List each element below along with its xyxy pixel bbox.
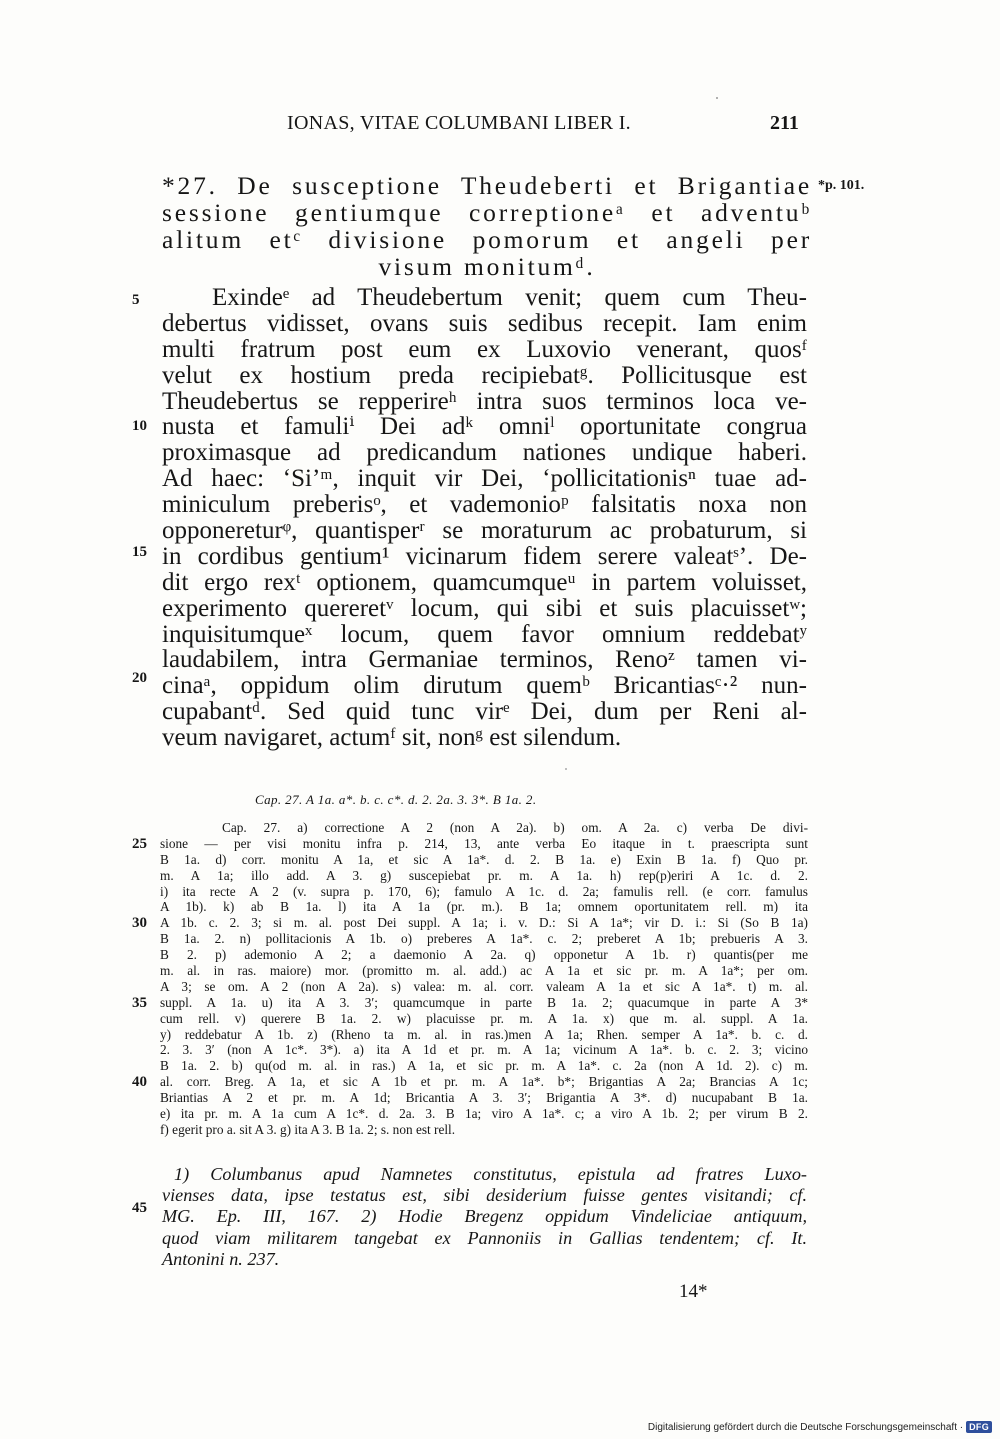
margin-page-reference: *p. 101. bbox=[818, 178, 865, 193]
text-line: Theudebertus se repperireʰ intra suos terminos loca ve- bbox=[162, 387, 807, 415]
running-header bbox=[0, 112, 1000, 142]
text-line: miniculum preberisᵒ, et vademonioᵖ falsitatis noxa non bbox=[162, 491, 807, 519]
apparatus-line: B 1a. 2. b) qu(od m. al. in ras.) A 1a, et sic pr. m. A 1a*. c. 2a (non A 1d. 2). c) m. bbox=[160, 1058, 808, 1074]
apparatus-line: f) egerit pro a. sit A 3. g) ita A 3. B 1a. 2; s. non est rell. bbox=[160, 1121, 456, 1137]
apparatus-line: B 1a. 2. n) pollitacionis A 1b. o) preberes A 1a*. c. 2; preberet A 1b; prebueris A 3. bbox=[160, 931, 808, 947]
text-line: laudabilem, intra Germaniae terminos, Renoᶻ tamen vi- bbox=[162, 646, 807, 674]
running-title: IONAS, VITAE COLUMBANI LIBER I. bbox=[287, 112, 631, 134]
chapter-heading-line: visum monitumᵈ. bbox=[378, 252, 596, 281]
text-line: cinaᵃ, oppidum olim dirutum quemᵇ Bricantiasᶜ·² nun- bbox=[162, 672, 807, 700]
text-line: inquisitumqueˣ locum, quem favor omnium reddebatʸ bbox=[162, 620, 807, 648]
main-text bbox=[162, 285, 807, 751]
line-number: 20 bbox=[132, 670, 147, 686]
signature-mark: 14* bbox=[679, 1281, 708, 1302]
text-line: Ad haec: ‘Si’ᵐ, inquit vir Dei, ‘pollicitationisⁿ tuae ad- bbox=[162, 465, 807, 493]
apparatus-line: m. A 1a; illo add. A 3. g) suscepiebat pr. m. A 1a. h) rep(p)eriri A 1c. d. 2. bbox=[160, 867, 808, 883]
apparatus-line: 2. 3. 3′ (non A 1c*. 3*). a) ita A 1d et pr. m. A 1a; vicinum A 1a*. b. c. 2. 3; vicino bbox=[160, 1042, 808, 1058]
speck bbox=[716, 97, 718, 99]
text-line: experimento quereretᵛ locum, qui sibi et suis placuissetʷ; bbox=[162, 594, 807, 622]
text-line: multi fratrum post eum ex Luxovio venerant, quosᶠ bbox=[162, 335, 807, 363]
text-line: nusta et famuliⁱ Dei adᵏ omniˡ oportunitate congrua bbox=[162, 413, 807, 441]
text-line: cupabantᵈ. Sed quid tunc virᵉ Dei, dum per Reni al- bbox=[162, 698, 807, 726]
apparatus-line: m. al. in ras. maiore) mor. (promitto m. al. add.) ac A 1a et sic pr. m. A 1a*; per om. bbox=[160, 963, 808, 979]
apparatus-line: sione — per visi monitu infra p. 214, 13, ante verba Eo itaque in t. praescripta sunt bbox=[160, 835, 808, 851]
page-number: 211 bbox=[770, 112, 799, 134]
line-number: 45 bbox=[132, 1200, 147, 1216]
text-line: opponereturᵠ, quantisperʳ se moraturum ac probaturum, si bbox=[162, 517, 807, 545]
footnote-line: quod viam militarem tangebat ex Pannoniis in Gallias tendentem; cf. It. bbox=[162, 1227, 807, 1248]
line-number: 25 bbox=[132, 836, 147, 852]
chapter-heading-line: *27. De susceptione Theudeberti et Brigantiae bbox=[162, 171, 812, 200]
text-line: proximasque ad predicandum nationes undique haberi. bbox=[162, 439, 807, 467]
line-number: 30 bbox=[132, 915, 147, 931]
manuscript-sigla-line: Cap. 27. A 1a. a*. b. c. c*. d. 2. 2a. 3. 3*. B 1a. 2. bbox=[255, 792, 537, 807]
apparatus-line: Briantias A 2 et pr. m. A 1d; Bricantia A 3. 3′; Brigantia A 3*. d) nucupabant B 1a. bbox=[160, 1090, 808, 1106]
text-line: debertus vidisset, ovans suis sedibus recepit. Iam enim bbox=[162, 309, 807, 337]
apparatus-line: e) ita pr. m. A 1a cum A 1c*. d. 2a. 3. B 1a; viro A 1a*. c; a viro A 1b. 2; per virum B 2. bbox=[160, 1106, 808, 1122]
text-line: veum navigaret, actumᶠ sit, nonᵍ est silendum. bbox=[162, 724, 622, 752]
apparatus-line: B 1a. d) corr. monitu A 1a, et sic A 1a*. d. 2. B 1a. e) Exin B 1a. f) Quo pr. bbox=[160, 851, 808, 867]
line-number: 10 bbox=[132, 418, 147, 434]
apparatus-line: Cap. 27. a) correctione A 2 (non A 2a). b) om. A 2a. c) verba De divi- bbox=[222, 820, 808, 835]
text-line: in cordibus gentium¹ vicinarum fidem serere valeatˢ’. De- bbox=[162, 542, 807, 570]
line-number: 40 bbox=[132, 1074, 147, 1090]
dfg-logo: DFG bbox=[966, 1421, 992, 1433]
line-number: 35 bbox=[132, 995, 147, 1011]
footer-text: Digitalisierung gefördert durch die Deutsche Forschungsgemeinschaft · bbox=[647, 1421, 964, 1433]
footnote-line: 1) Columbanus apud Namnetes constitutus, epistula ad fratres Luxo- bbox=[174, 1164, 807, 1184]
footnotes bbox=[162, 1164, 807, 1270]
apparatus-line: al. corr. Breg. A 1a, et sic A 1b et pr. m. A 1a*. b*; Brigantias A 2a; Brancias A 1c; bbox=[160, 1074, 808, 1090]
line-number: 5 bbox=[132, 292, 140, 308]
critical-apparatus bbox=[160, 820, 808, 1138]
apparatus-line: i) ita recte A 2 (v. supra p. 170, 6); famulo A 1c. d. 2a; famulis rell. (e corr. famulus bbox=[160, 883, 808, 899]
chapter-heading-line: sessione gentiumque correptioneᵃ et adventuᵇ bbox=[162, 198, 812, 227]
footnote-line: vienses data, ipse testatus est, sibi desiderium fuisse gentes visitandi; cf. bbox=[162, 1185, 807, 1206]
digitization-footer bbox=[648, 1421, 992, 1433]
chapter-heading-line: alitum etᶜ divisione pomorum et angeli per bbox=[162, 225, 812, 254]
apparatus-line: cum rell. v) querere B 1a. 2. w) placuisse pr. m. A 1a. x) que m. al. suppl. A 1a. bbox=[160, 1010, 808, 1026]
speck bbox=[565, 768, 567, 770]
text-line: dit ergo rexᵗ optionem, quamcumqueᵘ in partem voluisset, bbox=[162, 568, 807, 596]
text-line: velut ex hostium preda recipiebatᵍ. Pollicitusque est bbox=[162, 361, 807, 389]
apparatus-line: suppl. A 1a. u) ita A 3. 3′; quamcumque in parte B 1a. 2; quacumque in parte A 3* bbox=[160, 994, 808, 1010]
footnote-line: Antonini n. 237. bbox=[162, 1248, 280, 1269]
line-number: 15 bbox=[132, 544, 147, 560]
apparatus-line: A 1b. c. 2. 3; si m. al. post Dei suppl. A 1a; i. v. D.: Si A 1a*; vir D. i.: Si (So B 1a) bbox=[160, 915, 808, 931]
apparatus-line: B 2. p) ademonio A 2; a daemonio A 2a. q) opponetur A 1b. r) quantis(per me bbox=[160, 947, 808, 963]
chapter-heading bbox=[162, 172, 812, 280]
apparatus-line: y) reddebatur A 1b. z) (Rheno ta m. al. in ras.)men A 1a; Rhen. semper A 1a*. b. c. d. bbox=[160, 1026, 808, 1042]
apparatus-line: A 1b). k) ab B 1a. l) ita A 1a (pr. m.). B 1a; omnem oportunitatem rell. m) ita bbox=[160, 899, 808, 915]
footnote-line: MG. Ep. III, 167. 2) Hodie Bregenz oppidum Vindeliciae antiquum, bbox=[162, 1206, 807, 1227]
apparatus-line: A 3; se om. A 2 (non A 2a). s) valea: m. al. corr. valeam A 1a et sic A 1a*. t) m. al. bbox=[160, 978, 808, 994]
text-line: Exindeᵉ ad Theudebertum venit; quem cum Theu- bbox=[212, 284, 807, 311]
